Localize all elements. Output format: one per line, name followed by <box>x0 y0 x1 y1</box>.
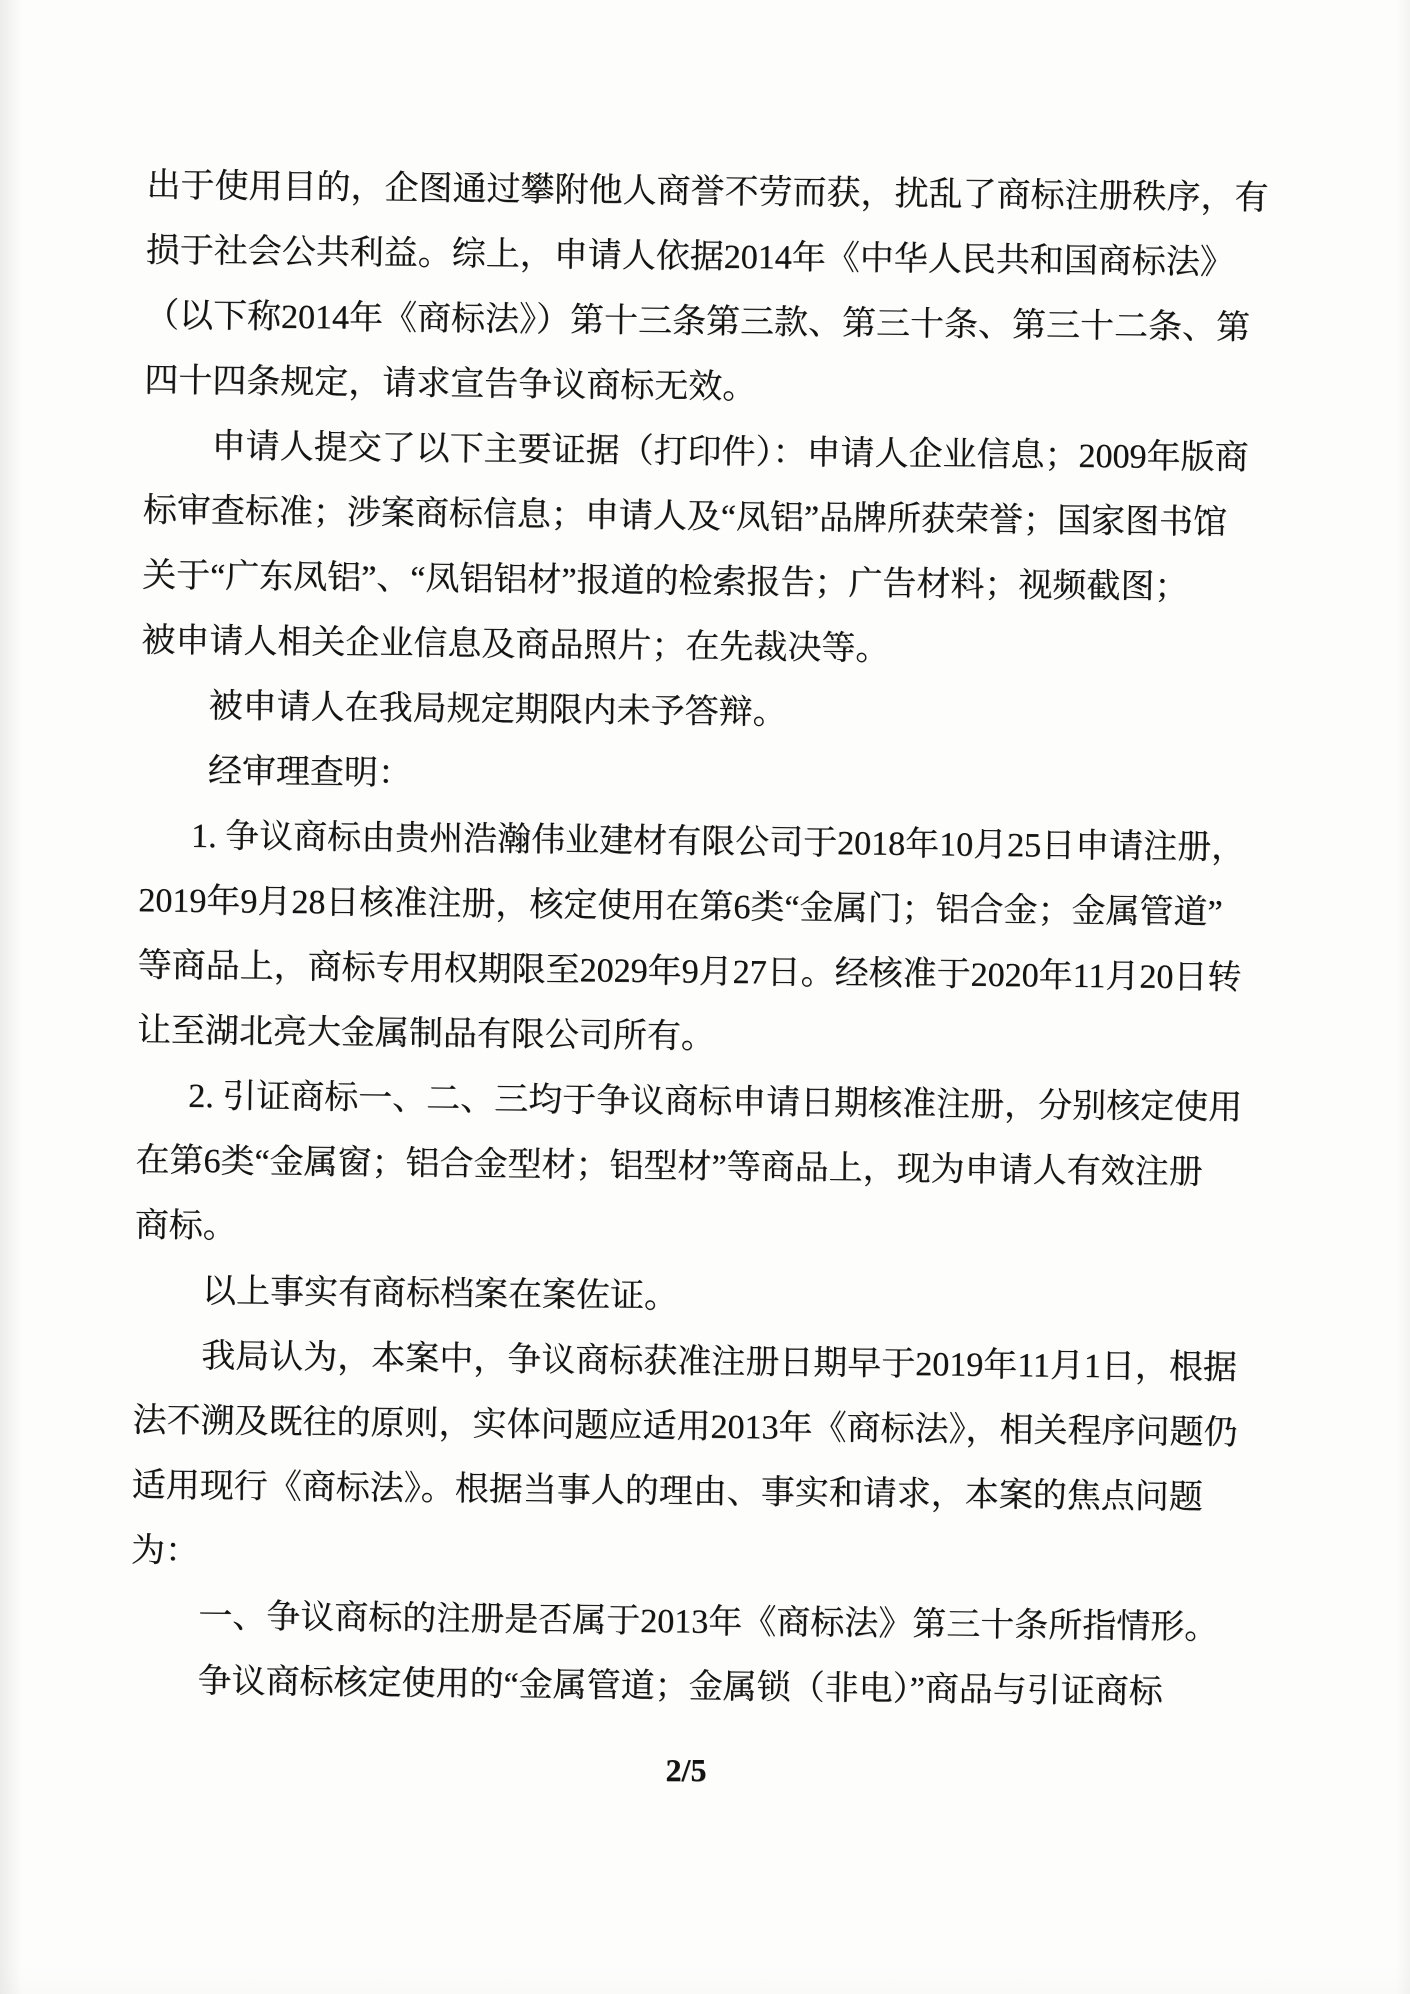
text-line: 商标。 <box>134 1207 237 1246</box>
text-line: 在第6类“金属窗；铝合金型材；铝型材”等商品上，现为申请人有效注册 <box>135 1142 1203 1192</box>
text-line: 我局认为，本案中，争议商标获准注册日期早于2019年11月1日，根据 <box>201 1337 1238 1387</box>
page-footer <box>0 1742 1391 1798</box>
text-line: 标审查标准；涉案商标信息；申请人及“凤铝”品牌所获荣誉；国家图书馆 <box>142 492 1228 542</box>
text-line: 1. 争议商标由贵州浩瀚伟业建材有限公司于2018年10月25日申请注册， <box>190 817 1246 867</box>
text-line: 以上事实有商标档案在案佐证。 <box>201 1272 679 1316</box>
text-line: 等商品上，商标专用权期限至2029年9月27日。经核准于2020年11月20日转 <box>137 947 1242 997</box>
text-line: 争议商标核定使用的“金属管道；金属锁（非电）”商品与引证商标 <box>197 1662 1163 1711</box>
text-line: 被申请人相关企业信息及商品照片；在先裁决等。 <box>141 622 890 668</box>
text-line: 申请人提交了以下主要证据（打印件）：申请人企业信息；2009年版商 <box>211 428 1249 477</box>
text-line: 2019年9月28日核准注册，核定使用在第6类“金属门；铝合金；金属管道” <box>138 882 1223 932</box>
text-line: 出于使用目的，企图通过攀附他人商誉不劳而获，扰乱了商标注册秩序，有 <box>146 167 1269 218</box>
text-line: 适用现行《商标法》。根据当事人的理由、事实和请求，本案的焦点问题 <box>131 1467 1203 1517</box>
text-line: 四十四条规定，请求宣告争议商标无效。 <box>144 362 757 407</box>
text-line: 为： <box>130 1532 200 1570</box>
text-line: （以下称2014年《商标法》）第十三条第三款、第三十条、第三十二条、第 <box>144 297 1251 347</box>
text-line: 2. 引证商标一、二、三均于争议商标申请日期核准注册，分别核定使用 <box>187 1077 1243 1127</box>
text-line: 让至湖北亮大金属制品有限公司所有。 <box>136 1012 716 1056</box>
page-number: 2/5 <box>665 1752 707 1788</box>
text-line: 一、争议商标的注册是否属于2013年《商标法》第三十条所指情形。 <box>198 1597 1219 1647</box>
text-line: 经审理查明： <box>207 753 413 793</box>
text-block <box>129 153 1337 1726</box>
text-line: 被申请人在我局规定期限内未予答辩。 <box>208 688 787 732</box>
text-line: 法不溯及既往的原则，实体问题应适用2013年《商标法》，相关程序问题仍 <box>132 1402 1238 1452</box>
text-line: 关于“广东凤铝”、“凤铝铝材”报道的检索报告；广告材料；视频截图； <box>141 557 1189 607</box>
text-line: 损于社会公共利益。综上，申请人依据2014年《中华人民共和国商标法》 <box>145 232 1234 282</box>
